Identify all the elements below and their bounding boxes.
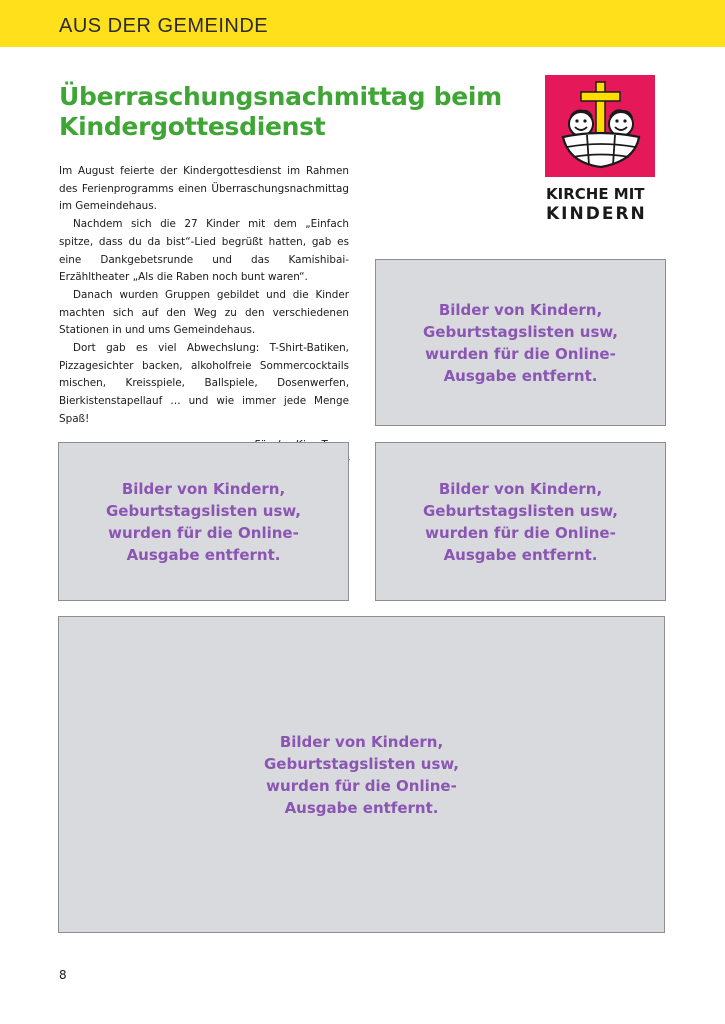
logo-text-line2: KINDERN bbox=[546, 204, 647, 224]
article-paragraph: Dort gab es viel Abwechslung: T-Shirt-Batiken, Pizzagesichter backen, alkoholfreie Sommercocktails mischen, Kreisspiele, Ballspiele, Dosenwerfen, Bierkistenstapellauf … und wie immer jede Menge Spaß! bbox=[59, 342, 349, 425]
kirche-mit-kindern-logo bbox=[543, 75, 656, 225]
article-paragraph: Im August feierte der Kindergottesdienst im Rahmen des Ferienprogramms einen Überraschungsnachmittag im Gemeindehaus. bbox=[59, 165, 349, 213]
cross-children-boat-icon bbox=[543, 75, 656, 225]
image-placeholder bbox=[58, 616, 665, 933]
image-placeholder bbox=[58, 442, 349, 601]
article-body bbox=[59, 163, 349, 472]
logo-text-line1: KIRCHE MIT bbox=[546, 185, 645, 203]
section-label: AUS DER GEMEINDE bbox=[59, 15, 269, 37]
image-placeholder bbox=[375, 442, 666, 601]
placeholder-text: Bilder von Kindern, Geburtstagslisten usw, wurden für die Online-Ausgabe entfernt. bbox=[422, 479, 618, 564]
placeholder-text: Bilder von Kindern, Geburtstagslisten usw, wurden für die Online-Ausgabe entfernt. bbox=[105, 479, 301, 564]
article-title: Überraschungsnachmittag beim Kindergottesdienst bbox=[59, 82, 502, 141]
image-placeholder bbox=[375, 259, 666, 426]
page-number: 8 bbox=[59, 968, 67, 982]
placeholder-text: Bilder von Kindern, Geburtstagslisten usw, wurden für die Online-Ausgabe entfernt. bbox=[422, 300, 618, 385]
article-paragraph: Danach wurden Gruppen gebildet und die Kinder machten sich auf den Weg zu den verschiedenen Stationen in und ums Gemeindehaus. bbox=[59, 288, 349, 337]
article-paragraph: Nachdem sich die 27 Kinder mit dem „Einfach spitze, dass du da bist“-Lied begrüßt hatten, gab es eine Dankgebetsrunde und das Kamishibai-Erzähltheater „Als die Raben noch bunt waren“. bbox=[59, 218, 349, 284]
placeholder-text: Bilder von Kindern, Geburtstagslisten usw, wurden für die Online-Ausgabe entfernt. bbox=[263, 732, 459, 817]
